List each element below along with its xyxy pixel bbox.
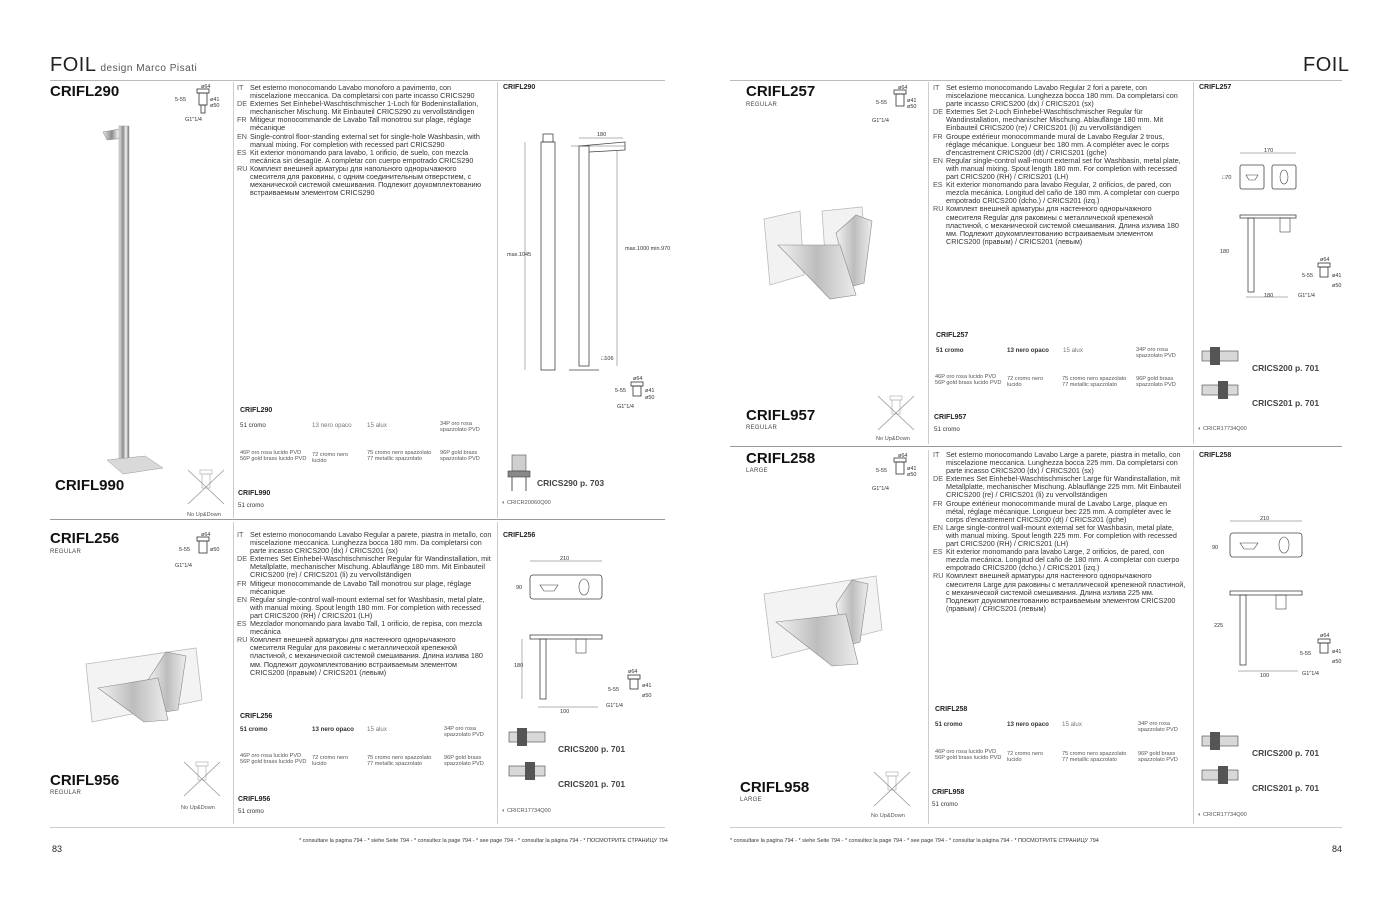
svg-text:max.1000 min.970: max.1000 min.970	[625, 246, 671, 252]
description-block-3: IT Set esterno monocomando Lavabo Regular 2 fori a parete, con miscelazione meccanica. Lunghezza bocca 180 mm. Da completarsi con parte incasso CRICS200 (dx) / CRICS201 (sx) DE Externes Set 2-Loch Einhebel-Waschtischmischer Regular für Wandinstallation, mechanischer Mischung. Ablauflänge 180 mm. Mit Einbauteil CRICS200 (re) / CRICS201 (li) zu vervollständigen FR Groupe extérieur monocommande mural de Lavabo Regular 2 trous, réglage mécanique. Longueur bec 180 mm. A compléter avec le corps d'encastrement CRICS200 (dt) / CRICS201 (gche) EN Regular single-control wall-mount external set for Washbasin, metal plate, with manual mixing. Spout length 180 mm. For completion with recessed part CRICS200 (RH) / CRICS201 (LH) ES Kit exterior monomando para lavabo Regular, 2 orificios, de pared, con mezcla mecánica. Longitud del caño de 180 mm. A completar con cuerpo empotrado CRICS200 (dcho.) / CRICS201 (izq.) RU Комплект внешней арматуры для настенного однорычажного смесителя Regular для раковины с металлической крепежной пластиной, с механической системой смешивания. Длина излива 180 мм. Подлежит доукомплектованию встраиваемым элементом CRICS200 (правым) / CRICS201 (левым)	[933, 83, 1181, 246]
svg-text:ø64: ø64	[201, 84, 211, 90]
svg-text:ø41: ø41	[1332, 273, 1342, 279]
finish-75-4: 75 cromo nero spazzolato 77 metallic spazzolato	[1062, 751, 1127, 764]
floor-faucet-image	[95, 118, 185, 478]
product-code-256: CRIFL256	[50, 530, 120, 547]
right-page-number: 84	[1332, 844, 1343, 854]
svg-text:ø64: ø64	[898, 453, 908, 459]
drawing-title-4: CRIFL258	[1199, 452, 1232, 459]
product-code-258: CRIFL258	[746, 450, 816, 467]
svg-text:G1"1/4: G1"1/4	[185, 117, 202, 123]
finish-96p-2: 96P gold brass spazzolato PVD	[444, 755, 484, 768]
product-variant-957: REGULAR	[746, 425, 778, 431]
product-code-957: CRIFL957	[746, 407, 816, 424]
finish-table-title-4: CRIFL258	[935, 706, 968, 713]
recessed-body-icons-2	[1198, 345, 1248, 405]
finish-51: 51 cromo	[240, 422, 266, 429]
right-col-rule-3	[928, 450, 929, 824]
finish-96p-3: 96P gold brass spazzolato PVD	[1136, 376, 1176, 389]
recessed-ref-200[interactable]: CRICS200 p. 701	[558, 744, 626, 754]
right-col-rule-2	[1193, 82, 1194, 444]
recessed-part-ref[interactable]: CRICS290 p. 703	[537, 478, 605, 488]
finish-46p: 46P oro rosa lucido PVD 56P gold brass lucido PVD	[240, 450, 307, 463]
recessed-ref-200-3[interactable]: CRICS200 p. 701	[1252, 748, 1320, 758]
description-block-2: IT Set esterno monocomando Lavabo Regular a parete, piastra in metallo, con miscelazione meccanica. Lunghezza bocca 180 mm. Da completarsi con parte incasso CRICS200 (dx) / CRICS201 (sx) DE Externes Set Einhebel-Waschtischmischer Regular für Wandinstallation, mit Metallplatte, mechanischer Mischung. Ablauflänge 180 mm. Mit Einbauteil CRICS200 (re) / CRICS201 (li) zu vervollständigen FR Mitigeur monocommande de Lavabo Tall monotrou sur plage, réglage mécanique EN Regular single-control wall-mount external set for Washbasin, metal plate, with manual mixing. Spout length 180 mm. For completion with recessed part CRICS200 (RH) / CRICS201 (LH) ES Mezclador monomando para lavabo Tall, 1 orificio, de repisa, con mezcla mecánica RU Комплект внешней арматуры для настенного однорычажного смесителя Regular для раковины с металлической крепежной пластиной, с механической системой смешивания. Длина излива 180 мм. Подлежит доукомплектованию встраиваемым элементом CRICS200 (правым) / CRICS201 (левым)	[237, 530, 492, 677]
finish-alt-51-3: 51 cromo	[934, 426, 960, 433]
left-col-rule-4	[497, 522, 498, 824]
svg-text:180: 180	[1220, 249, 1230, 255]
product-code: CRIFL290	[50, 83, 120, 100]
svg-text:ø50: ø50	[642, 693, 652, 699]
right-footer-rule	[730, 827, 1342, 828]
no-popup-label-4: No Up&Down	[871, 813, 905, 819]
no-popup-icon-3	[872, 392, 920, 436]
no-popup-icon-2	[178, 758, 226, 802]
svg-text:180: 180	[597, 132, 607, 138]
svg-text:G1"1/4: G1"1/4	[617, 404, 634, 410]
finish-table-title: CRIFL290	[240, 407, 273, 414]
left-brand-header	[50, 54, 197, 77]
svg-text:ø50: ø50	[1332, 283, 1342, 289]
spare-part-ref: ◐ CRICR20060Q00	[502, 500, 551, 506]
finish-34p-4: 34P oro rosa spazzolato PVD	[1138, 721, 1178, 734]
svg-text:ø41: ø41	[642, 683, 652, 689]
left-footer-rule	[50, 827, 665, 828]
description-block-4: IT Set esterno monocomando Lavabo Large a parete, piastra in metallo, con miscelazione meccanica. Lunghezza bocca 225 mm. Da completarsi con parte incasso CRICS200 (dx) / CRICS201 (sx) DE Externes Set Einhebel-Waschtischmischer Large für Wandinstallation, mit Metallplatte, mechanischer Mischung. Ablauflänge 225 mm. Mit Einbauteil CRICS200 (re) / CRICS201 (li) zu vervollständigen FR Groupe extérieur monocommande mural de Lavabo Large, plaque en métal, réglage mécanique. Longueur bec 225 mm. A compléter avec le corps d'encastrement CRICS200 (dt) / CRICS201 (gche) EN Large single-control wall-mount external set for Washbasin, metal plate, with manual mixing. Spout length 225 mm. For completion with recessed part CRICS200 (RH) / CRICS201 (LH) ES Kit exterior monomando para lavabo Large, 2 orificios, de pared, con mezcla mecánica. Longitud del caño de 180 mm. A completar con cuerpo empotrado CRICS200 (dcho.) / CRICS201 (izq.) RU Комплект внешней арматуры для настенного однорычажного смесителя Large для раковины с металлической крепежной пластиной, с механической системой смешивания. Длина излива 225 мм. Подлежит доукомплектованию встраиваемым элементом CRICS200 (правым) / CRICS201 (левым)	[933, 450, 1186, 613]
technical-drawing	[505, 130, 671, 410]
recessed-ref-201[interactable]: CRICS201 p. 701	[558, 779, 626, 789]
right-section-divider	[730, 446, 1342, 447]
finish-alt-51: 51 cromo	[238, 502, 264, 509]
designer: design Marco Pisati	[100, 63, 198, 74]
svg-text:180: 180	[514, 663, 524, 669]
product-code-958: CRIFL958	[740, 779, 810, 796]
finish-alt-title-3: CRIFL957	[934, 414, 967, 421]
svg-text:ø50: ø50	[907, 104, 917, 110]
finish-alt-title-4: CRIFL958	[932, 789, 965, 796]
svg-text:G1"1/4: G1"1/4	[872, 486, 889, 492]
product-code-257: CRIFL257	[746, 83, 816, 100]
svg-text:ø41: ø41	[907, 466, 917, 472]
finish-15-4: 15 alux	[1062, 721, 1082, 728]
finish-46p-4: 46P oro rosa lucido PVD 56P gold brass lucido PVD	[935, 749, 1002, 762]
no-popup-icon	[182, 466, 230, 510]
svg-text:G1"1/4: G1"1/4	[1302, 671, 1319, 677]
finish-72-4: 72 cromo nero lucido	[1007, 751, 1044, 764]
finish-alt-51-2: 51 cromo	[238, 808, 264, 815]
svg-text:ø41: ø41	[907, 98, 917, 104]
svg-text:ø64: ø64	[898, 85, 908, 91]
svg-text:90: 90	[1212, 545, 1219, 551]
no-popup-label-2: No Up&Down	[181, 805, 215, 811]
right-header-rule	[730, 80, 1342, 81]
finish-34p: 34P oro rosa spazzolato PVD	[440, 421, 480, 434]
recessed-body-icon	[502, 451, 536, 497]
recessed-ref-201-3[interactable]: CRICS201 p. 701	[1252, 783, 1320, 793]
finish-13-2: 13 nero opaco	[312, 726, 354, 733]
svg-text:ø50: ø50	[210, 547, 220, 553]
recessed-ref-200-2[interactable]: CRICS200 p. 701	[1252, 363, 1320, 373]
technical-drawing-2	[510, 555, 665, 715]
svg-text:5-55: 5-55	[175, 97, 187, 103]
svg-text:ø50: ø50	[210, 103, 220, 109]
finish-51-2: 51 cromo	[240, 726, 268, 733]
popup-waste-icon-4	[872, 454, 927, 494]
finish-13-4: 13 nero opaco	[1007, 721, 1049, 728]
popup-waste-icon-2	[175, 533, 230, 573]
finish-alt-title-2: CRIFL956	[238, 796, 271, 803]
left-col-rule-1	[233, 82, 234, 518]
svg-text:5-55: 5-55	[876, 100, 888, 106]
spare-part-ref-4: ◐ CRICR17734Q00	[1198, 812, 1247, 818]
finish-75-2: 75 cromo nero spazzolato 77 metallic spazzolato	[367, 755, 432, 768]
product-variant-2: REGULAR	[50, 790, 82, 796]
no-popup-label: No Up&Down	[187, 512, 221, 518]
svg-text:225: 225	[1214, 623, 1224, 629]
drawing-title-2: CRIFL256	[503, 532, 536, 539]
right-col-rule-1	[928, 82, 929, 444]
svg-text:ø41: ø41	[210, 97, 220, 103]
technical-drawing-3	[1200, 145, 1342, 305]
svg-text:ø64: ø64	[1320, 257, 1330, 263]
finish-15-3: 15 alux	[1063, 347, 1083, 354]
svg-text:ø64: ø64	[201, 532, 211, 538]
product-variant-258: LARGE	[746, 468, 768, 474]
svg-text:5-55: 5-55	[876, 468, 888, 474]
svg-text:ø50: ø50	[645, 395, 655, 401]
finish-72-2: 72 cromo nero lucido	[312, 755, 349, 768]
recessed-ref-201-2[interactable]: CRICS201 p. 701	[1252, 398, 1320, 408]
finish-96p-4: 96P gold brass spazzolato PVD	[1138, 751, 1178, 764]
product-code-alt: CRIFL990	[55, 477, 125, 494]
svg-text:5-55: 5-55	[608, 687, 620, 693]
svg-text:5-55: 5-55	[1300, 651, 1312, 657]
svg-text:ø50: ø50	[1332, 659, 1342, 665]
finish-alt-title: CRIFL990	[238, 490, 271, 497]
finish-75-3: 75 cromo nero spazzolato 77 metallic spazzolato	[1062, 376, 1127, 389]
left-section-divider	[50, 519, 665, 520]
finish-72-3: 72 cromo nero lucido	[1007, 376, 1044, 389]
drawing-title-3: CRIFL257	[1199, 84, 1232, 91]
svg-text:ø64: ø64	[628, 669, 638, 675]
finish-alt-51-4: 51 cromo	[932, 801, 958, 808]
popup-waste-icon-3	[872, 86, 927, 126]
svg-text:□106: □106	[601, 356, 614, 362]
svg-text:5-55: 5-55	[1302, 273, 1314, 279]
product-variant: REGULAR	[50, 549, 82, 555]
svg-text:ø64: ø64	[633, 376, 643, 382]
finish-46p-3: 46P oro rosa lucido PVD 56P gold brass lucido PVD	[935, 374, 1002, 387]
svg-text:5-55: 5-55	[179, 547, 191, 553]
left-col-rule-3	[233, 522, 234, 824]
finish-15-2: 15 alux	[367, 726, 387, 733]
svg-text:100: 100	[1260, 673, 1270, 679]
finish-15: 15 alux	[367, 422, 387, 429]
svg-text:G1"1/4: G1"1/4	[872, 118, 889, 124]
svg-text:100: 100	[560, 709, 570, 715]
svg-text:210: 210	[560, 556, 570, 562]
svg-text:90: 90	[516, 585, 523, 591]
spare-part-ref-3: ◐ CRICR17734Q00	[1198, 426, 1247, 432]
svg-text:5-55: 5-55	[615, 388, 627, 394]
svg-text:ø50: ø50	[907, 472, 917, 478]
finish-table-title-2: CRIFL256	[240, 713, 273, 720]
product-code-956: CRIFL956	[50, 772, 120, 789]
right-brand: FOIL	[1303, 54, 1350, 76]
description-block: IT Set esterno monocomando Lavabo monoforo a pavimento, con miscelazione meccanica. Da completarsi con parte incasso CRICS290 DE Externes Set Einhebel-Waschtischmischer 1-Loch für Bodeninstallation, mechanischer Mischung. Mit Einbauteil CRICS290 zu vervollständigen FR Mitigeur monocommande de Lavabo Tall monotrou sur plage, réglage mécanique EN Single-control floor-standing external set for single-hole Washbasin, with manual mixing. For completion with recessed part CRICS290 ES Kit exterior monomando para lavabo, 1 orificio, de suelo, con mezcla mecánica sin desagüe. A completar con cuerpo empotrado CRICS290 RU Комплект внешней арматуры для напольного однорычажного смесителя для раковины, с одним соединительным отверстием, с механической системой смешивания. Подлежит доукомплектованию встраиваемым элементом CRICS290	[237, 83, 482, 198]
no-popup-icon-4	[868, 768, 916, 812]
svg-text:□70: □70	[1222, 175, 1232, 181]
left-brand: FOIL	[50, 54, 97, 76]
right-footer-note: * consultare la pagina 794 - * siehe Seite 794 - * consultez la page 794 - * see page 794 - * consultar la página 794 - * ПОСМОТРИТЕ СТРАНИЦУ 794	[730, 838, 1099, 844]
recessed-body-icons-3	[1198, 730, 1248, 790]
wall-faucet-image	[78, 640, 218, 730]
finish-34p-2: 34P oro rosa spazzolato PVD	[444, 726, 484, 739]
svg-text:max.1045: max.1045	[507, 252, 532, 258]
finish-46p-2: 46P oro rosa lucido PVD 56P gold brass lucido PVD	[240, 753, 307, 766]
finish-75: 75 cromo nero spazzolato 77 metallic spazzolato	[367, 450, 432, 463]
svg-text:170: 170	[1264, 148, 1274, 154]
wall-faucet-large-image	[760, 570, 890, 670]
product-variant-958: LARGE	[740, 797, 762, 803]
svg-text:ø41: ø41	[645, 388, 655, 394]
finish-table-title-3: CRIFL257	[936, 332, 969, 339]
drawing-title: CRIFL290	[503, 84, 536, 91]
svg-text:180: 180	[1264, 293, 1274, 299]
finish-13-3: 13 nero opaco	[1007, 347, 1049, 354]
wall-faucet-2hole-image	[760, 205, 890, 305]
finish-51-4: 51 cromo	[935, 721, 963, 728]
left-header-rule	[50, 80, 665, 81]
finish-96p: 96P gold brass spazzolato PVD	[440, 450, 480, 463]
no-popup-label-3: No Up&Down	[876, 436, 910, 442]
technical-drawing-4	[1210, 515, 1342, 680]
svg-text:210: 210	[1260, 516, 1270, 522]
finish-34p-3: 34P oro rosa spazzolato PVD	[1136, 347, 1176, 360]
recessed-body-icons	[505, 726, 555, 786]
svg-text:G1"1/4: G1"1/4	[606, 703, 623, 709]
spare-part-ref-2: ◐ CRICR17734Q00	[502, 808, 551, 814]
finish-13: 13 nero opaco	[312, 422, 352, 429]
finish-72: 72 cromo nero lucido	[312, 452, 349, 465]
svg-text:ø41: ø41	[1332, 649, 1342, 655]
left-col-rule-2	[497, 82, 498, 518]
product-variant-257: REGULAR	[746, 102, 778, 108]
svg-text:ø64: ø64	[1320, 633, 1330, 639]
svg-text:G1"1/4: G1"1/4	[1298, 293, 1315, 299]
svg-text:G1"1/4: G1"1/4	[175, 563, 192, 569]
right-col-rule-4	[1193, 450, 1194, 824]
finish-51-3: 51 cromo	[936, 347, 964, 354]
left-footer-note: * consultare la pagina 794 - * siehe Seite 794 - * consultez la page 794 - * see page 794 - * consultar la página 794 - * ПОСМОТРИТЕ СТРАНИЦУ 794	[299, 838, 668, 844]
left-page-number: 83	[52, 844, 63, 854]
